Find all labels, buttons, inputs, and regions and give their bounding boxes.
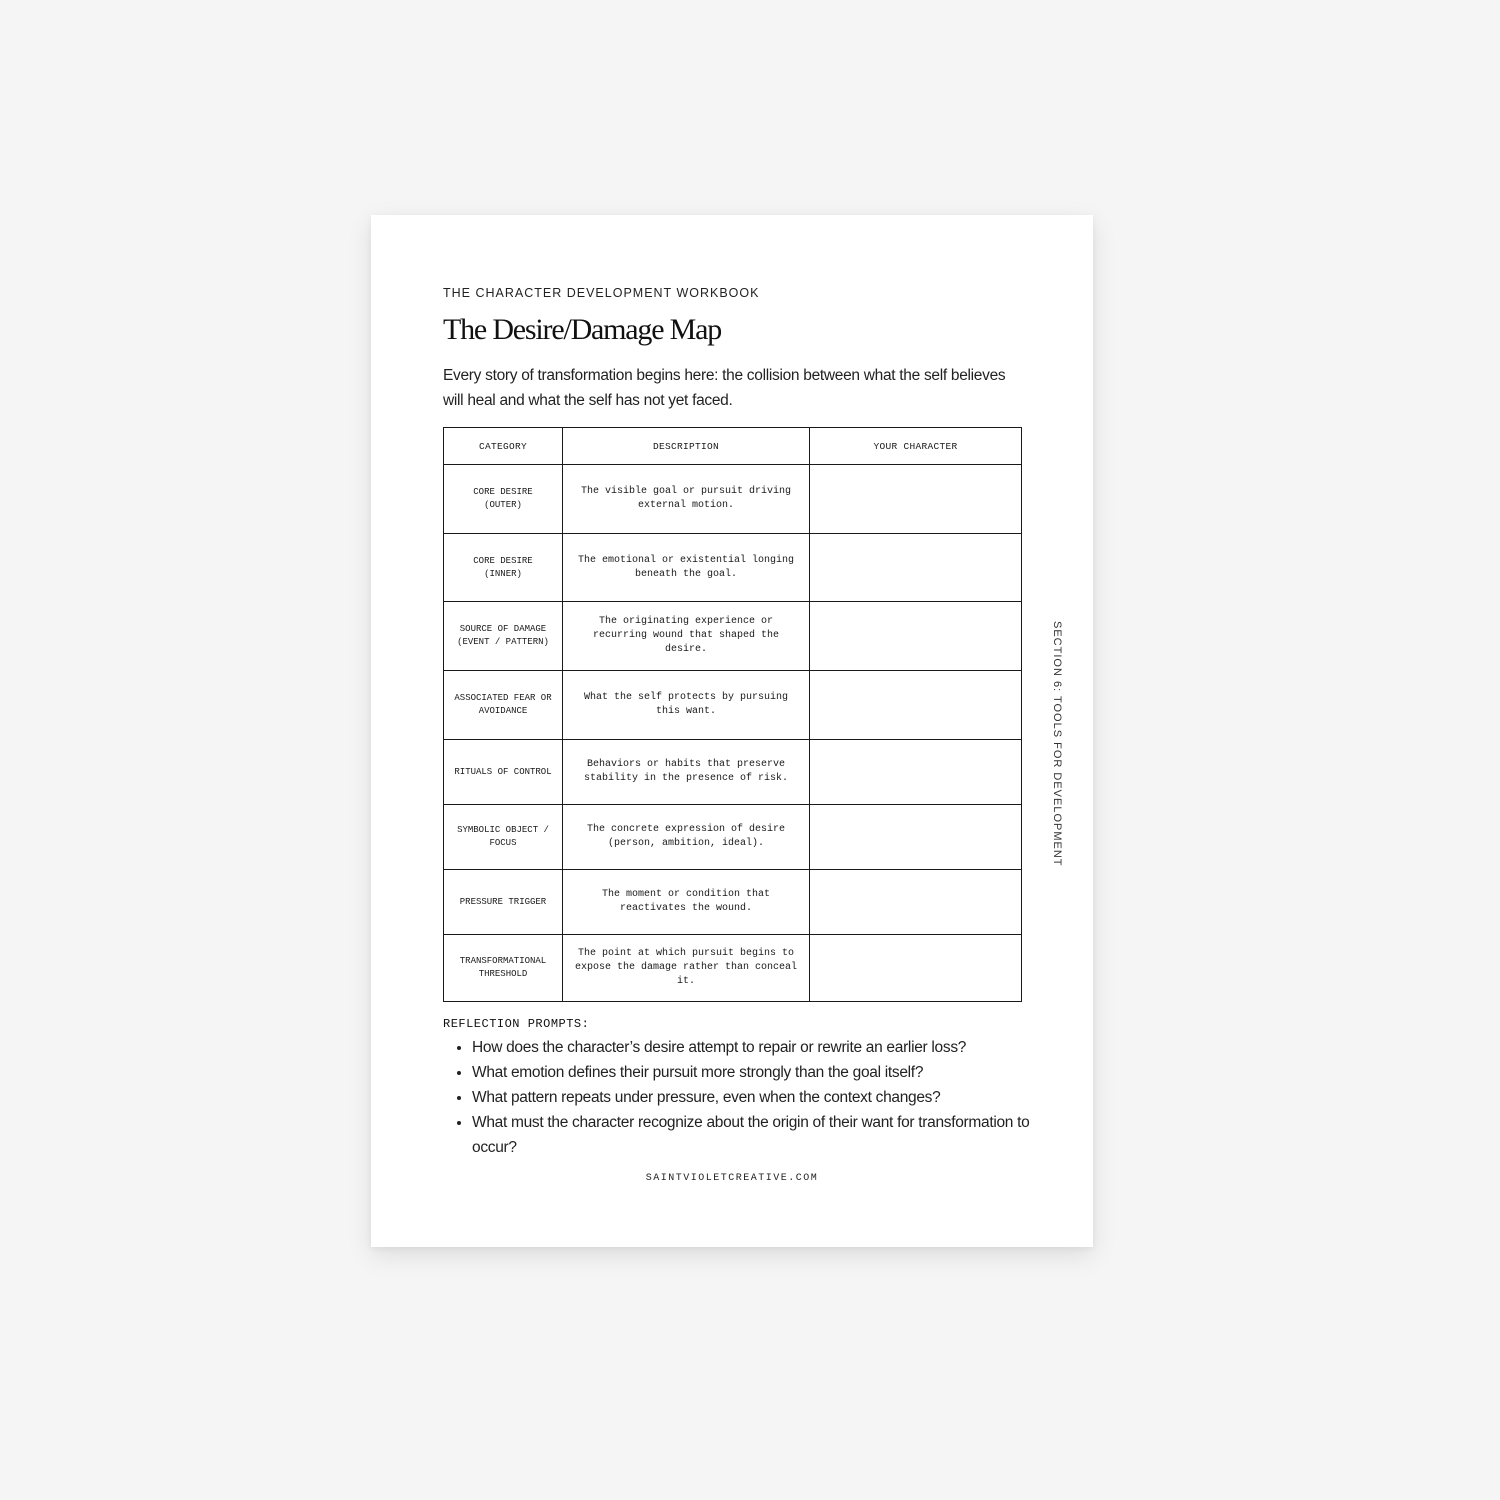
table-row <box>444 465 1022 534</box>
table-row <box>444 740 1022 805</box>
your-character-cell[interactable] <box>810 534 1022 602</box>
workbook-kicker: THE CHARACTER DEVELOPMENT WORKBOOK <box>443 286 760 300</box>
table-row <box>444 602 1022 671</box>
table-row <box>444 805 1022 870</box>
table-row <box>444 534 1022 602</box>
reflection-prompts-label: REFLECTION PROMPTS: <box>443 1017 590 1031</box>
desire-damage-table <box>443 427 1022 1002</box>
category-cell <box>444 602 563 671</box>
page-title: The Desire/Damage Map <box>443 313 722 346</box>
description-cell: The emotional or existential longing beneath the goal. <box>563 534 810 602</box>
description-cell: The point at which pursuit begins to expose the damage rather than conceal it. <box>563 935 810 1002</box>
description-cell: Behaviors or habits that preserve stability in the presence of risk. <box>563 740 810 805</box>
category-line: CORE DESIRE <box>473 487 533 497</box>
your-character-cell[interactable] <box>810 602 1022 671</box>
reflection-prompts-list <box>443 1035 1052 1160</box>
header-your-character: YOUR CHARACTER <box>810 428 1022 465</box>
category-cell <box>444 671 563 740</box>
category-line: (EVENT / PATTERN) <box>457 637 549 647</box>
your-character-cell[interactable] <box>810 465 1022 534</box>
description-cell: The concrete expression of desire (person, ambition, ideal). <box>563 805 810 870</box>
category-line: FOCUS <box>489 838 517 848</box>
category-line: AVOIDANCE <box>478 706 528 716</box>
category-cell <box>444 740 563 805</box>
list-item: • What pattern repeats under pressure, even when the context changes? <box>472 1085 1052 1110</box>
category-line: CORE DESIRE <box>473 555 533 566</box>
description-cell: What the self protects by pursuing this want. <box>563 671 810 740</box>
table-header-row <box>444 428 1022 465</box>
category-line: (OUTER) <box>484 500 522 510</box>
your-character-cell[interactable] <box>810 805 1022 870</box>
category-line: PRESSURE TRIGGER <box>459 896 547 907</box>
description-cell: The originating experience or recurring wound that shaped the desire. <box>563 602 810 671</box>
your-character-cell[interactable] <box>810 671 1022 740</box>
header-description: DESCRIPTION <box>563 428 810 465</box>
category-line: SOURCE OF DAMAGE <box>459 624 547 634</box>
your-character-cell[interactable] <box>810 740 1022 805</box>
footer-website: SAINTVIOLETCREATIVE.COM <box>645 1173 819 1184</box>
description-cell: The visible goal or pursuit driving external motion. <box>563 465 810 534</box>
category-cell <box>444 805 563 870</box>
list-item: • How does the character’s desire attempt to repair or rewrite an earlier loss? <box>472 1035 1052 1060</box>
list-item: • What must the character recognize about the origin of their want for transformation to occur? <box>472 1110 1052 1160</box>
category-line: RITUALS OF CONTROL <box>454 766 552 777</box>
intro-paragraph: Every story of transformation begins here: the collision between what the self believes will heal and what the self has not yet faced. <box>443 367 1006 409</box>
category-line: TRANSFORMATIONAL <box>459 956 547 966</box>
category-cell <box>444 935 563 1002</box>
category-line: ASSOCIATED FEAR OR <box>454 693 552 703</box>
table-row <box>444 671 1022 740</box>
table-row <box>444 935 1022 1002</box>
category-line: SYMBOLIC OBJECT / <box>457 825 549 835</box>
your-character-cell[interactable] <box>810 870 1022 935</box>
description-cell: The moment or condition that reactivates the wound. <box>563 870 810 935</box>
category-line: THRESHOLD <box>478 969 528 979</box>
category-cell <box>444 870 563 935</box>
header-category: CATEGORY <box>444 428 563 465</box>
category-cell <box>444 534 563 602</box>
list-item: • What emotion defines their pursuit more strongly than the goal itself? <box>472 1060 1052 1085</box>
category-cell <box>444 465 563 534</box>
category-line: (INNER) <box>484 568 522 579</box>
your-character-cell[interactable] <box>810 935 1022 1002</box>
section-side-label: SECTION 6: TOOLS FOR DEVELOPMENT <box>1051 621 1063 867</box>
table-row <box>444 870 1022 935</box>
workbook-page <box>371 215 1093 1247</box>
